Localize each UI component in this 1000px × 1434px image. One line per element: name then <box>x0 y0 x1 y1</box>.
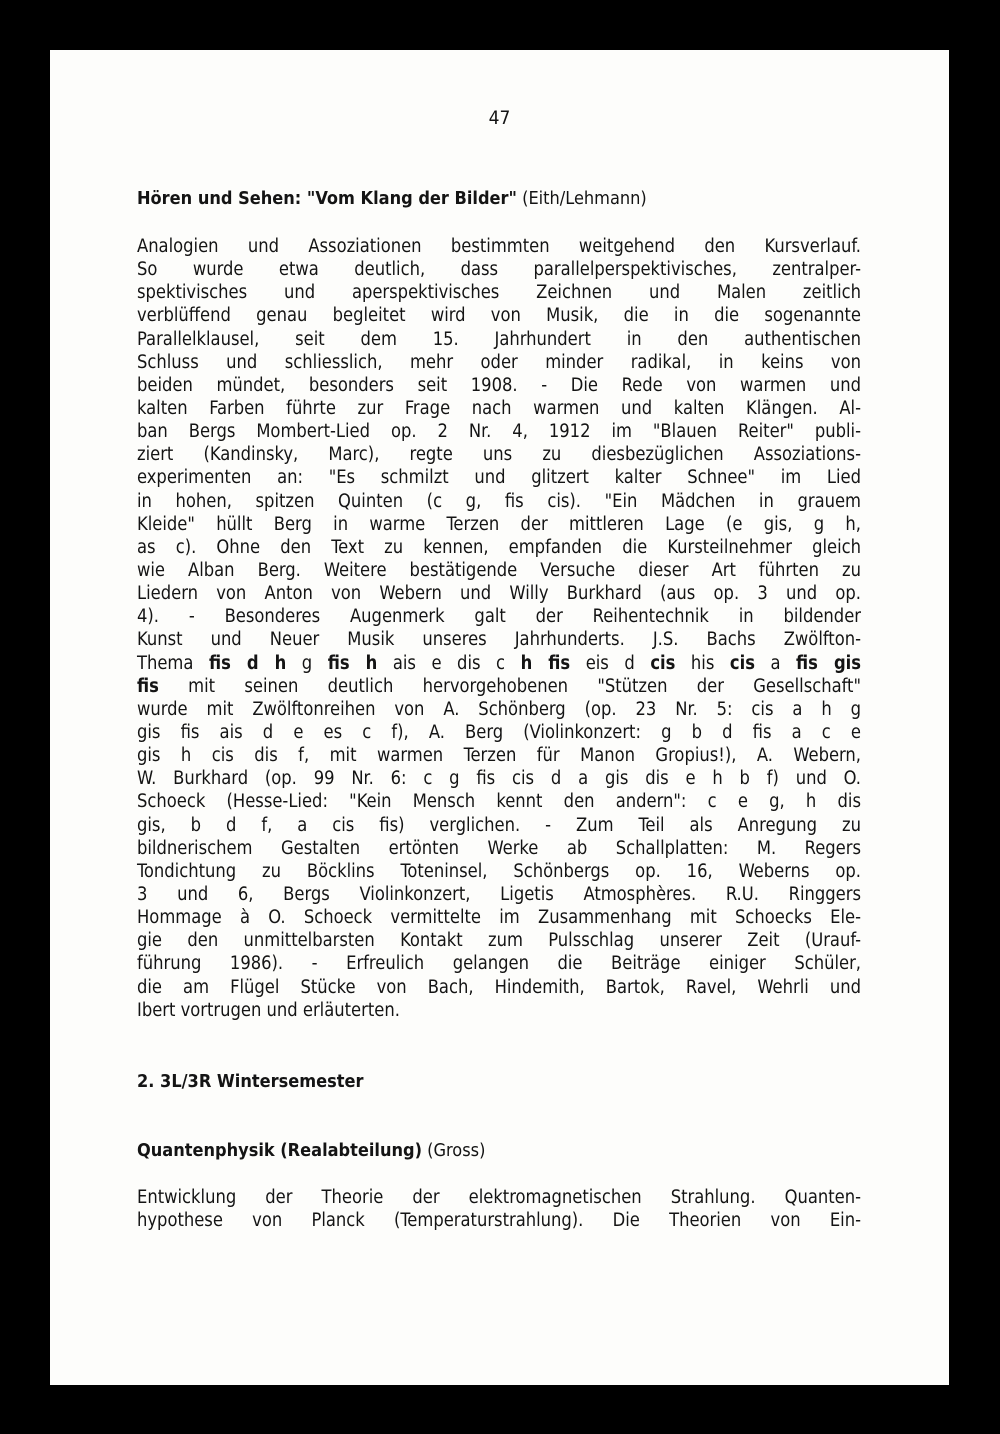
text-line: beiden mündet, besonders seit 1908. - Die Rede von warmen und <box>137 374 861 396</box>
text-run: mit seinen deutlich hervorgehobenen "Stützen der Gesellschaft" <box>158 675 861 697</box>
section-heading-wintersemester <box>137 1072 363 1092</box>
text-line: Parallelklausel, seit dem 15. Jahrhundert in den authentischen <box>137 328 861 350</box>
text-line: gis fis ais d e es c f), A. Berg (Violinkonzert: g b d fis a c e <box>137 721 861 743</box>
text-line: gis, b d f, a cis fis) verglichen. - Zum Teil als Anregung zu <box>137 814 861 836</box>
section-title: Hören und Sehen: "Vom Klang der Bilder" <box>137 188 517 209</box>
text-run: eis d <box>570 652 651 674</box>
text-line: So wurde etwa deutlich, dass parallelperspektivisches, zentralper- <box>137 259 861 281</box>
text-line: hypothese von Planck (Temperaturstrahlung). Die Theorien von Ein- <box>137 1210 861 1232</box>
page-number: 47 <box>488 107 511 129</box>
section-body-paragraph <box>137 235 861 1022</box>
section-heading-quantenphysik <box>137 1141 485 1161</box>
text-run: Thema <box>137 652 209 674</box>
bold-note-run: cis <box>729 652 755 674</box>
section-heading-hoeren-und-sehen <box>137 189 647 209</box>
text-line: Schoeck (Hesse-Lied: "Kein Mensch kennt den andern": c e g, h dis <box>137 791 861 813</box>
text-line: as c). Ohne den Text zu kennen, empfanden die Kursteilnehmer gleich <box>137 536 861 558</box>
section-body-paragraph <box>137 1186 861 1232</box>
text-line: Liedern von Anton von Webern und Willy Burkhard (aus op. 3 und op. <box>137 583 861 605</box>
bold-note-run: fis <box>137 675 159 697</box>
bold-note-run: fis d h <box>208 652 287 674</box>
text-line: Analogien und Assoziationen bestimmten weitgehend den Kursverlauf. <box>137 236 861 257</box>
text-line: 4). - Besonderes Augenmerk galt der Reihentechnik in bildender <box>137 606 861 628</box>
section-title: Quantenphysik (Realabteilung) <box>137 1140 423 1161</box>
text-line: wurde mit Zwölftonreihen von A. Schönberg (op. 23 Nr. 5: cis a h g <box>137 698 861 720</box>
bold-note-run: h fis <box>520 652 571 674</box>
text-line: Entwicklung der Theorie der elektromagnetischen Strahlung. Quanten- <box>137 1187 861 1208</box>
text-line: in hohen, spitzen Quinten (c g, fis cis). "Ein Mädchen in grauem <box>137 490 861 512</box>
bold-note-run: fis gis <box>796 652 862 674</box>
text-run: a <box>754 652 797 674</box>
text-line: Schluss und schliesslich, mehr oder minder radikal, in keins von <box>137 351 861 373</box>
text-run: ais e dis c <box>377 652 521 674</box>
text-line: Tondichtung zu Böcklins Toteninsel, Schönbergs op. 16, Weberns op. <box>137 860 861 882</box>
text-line: Ibert vortrugen und erläuterten. <box>137 999 400 1021</box>
text-run: his <box>675 652 730 674</box>
text-line: die am Flügel Stücke von Bach, Hindemith, Bartok, Ravel, Wehrli und <box>137 976 861 998</box>
bold-note-run: cis <box>650 652 676 674</box>
text-line: 3 und 6, Bergs Violinkonzert, Ligetis Atmosphères. R.U. Ringgers <box>137 883 861 905</box>
text-line: ziert (Kandinsky, Marc), regte uns zu diesbezüglichen Assoziations- <box>137 444 861 466</box>
text-line: spektivisches und aperspektivisches Zeichnen und Malen zeitlich <box>137 282 861 304</box>
text-line: führung 1986). - Erfreulich gelangen die Beiträge einiger Schüler, <box>137 953 861 975</box>
text-line: verblüffend genau begleitet wird von Musik, die in die sogenannte <box>137 305 861 327</box>
text-line: gis h cis dis f, mit warmen Terzen für Manon Gropius!), A. Webern, <box>137 745 861 767</box>
text-line: W. Burkhard (op. 99 Nr. 6: c g fis cis d a gis dis e h b f) und O. <box>137 768 861 790</box>
document-page <box>50 50 949 1385</box>
text-line: Kunst und Neuer Musik unseres Jahrhunderts. J.S. Bachs Zwölfton- <box>137 629 861 651</box>
text-line: Hommage à O. Schoeck vermittelte im Zusammenhang mit Schoecks Ele- <box>137 907 861 929</box>
text-line: experimenten an: "Es schmilzt und glitzert kalter Schnee" im Lied <box>137 467 861 489</box>
twelve-tone-theme-line <box>137 675 861 698</box>
section-title: 2. 3L/3R Wintersemester <box>137 1071 364 1092</box>
section-authors: (Gross) <box>427 1140 486 1161</box>
text-line: gie den unmittelbarsten Kontakt zum Pulsschlag unserer Zeit (Urauf- <box>137 930 861 952</box>
text-line: ban Bergs Mombert-Lied op. 2 Nr. 4, 1912 im "Blauen Reiter" publi- <box>137 421 861 443</box>
text-line: wie Alban Berg. Weitere bestätigende Versuche dieser Art führten zu <box>137 559 861 581</box>
text-line: kalten Farben führte zur Frage nach warmen und kalten Klängen. Al- <box>137 397 861 419</box>
text-line: Kleide" hüllt Berg in warme Terzen der mittleren Lage (e gis, g h, <box>137 513 861 535</box>
section-authors: (Eith/Lehmann) <box>522 188 647 209</box>
text-line: bildnerischem Gestalten ertönten Werke ab Schallplatten: M. Regers <box>137 837 861 859</box>
bold-note-run: fis h <box>327 652 378 674</box>
text-run: g <box>286 652 328 674</box>
twelve-tone-theme-line <box>137 652 861 675</box>
